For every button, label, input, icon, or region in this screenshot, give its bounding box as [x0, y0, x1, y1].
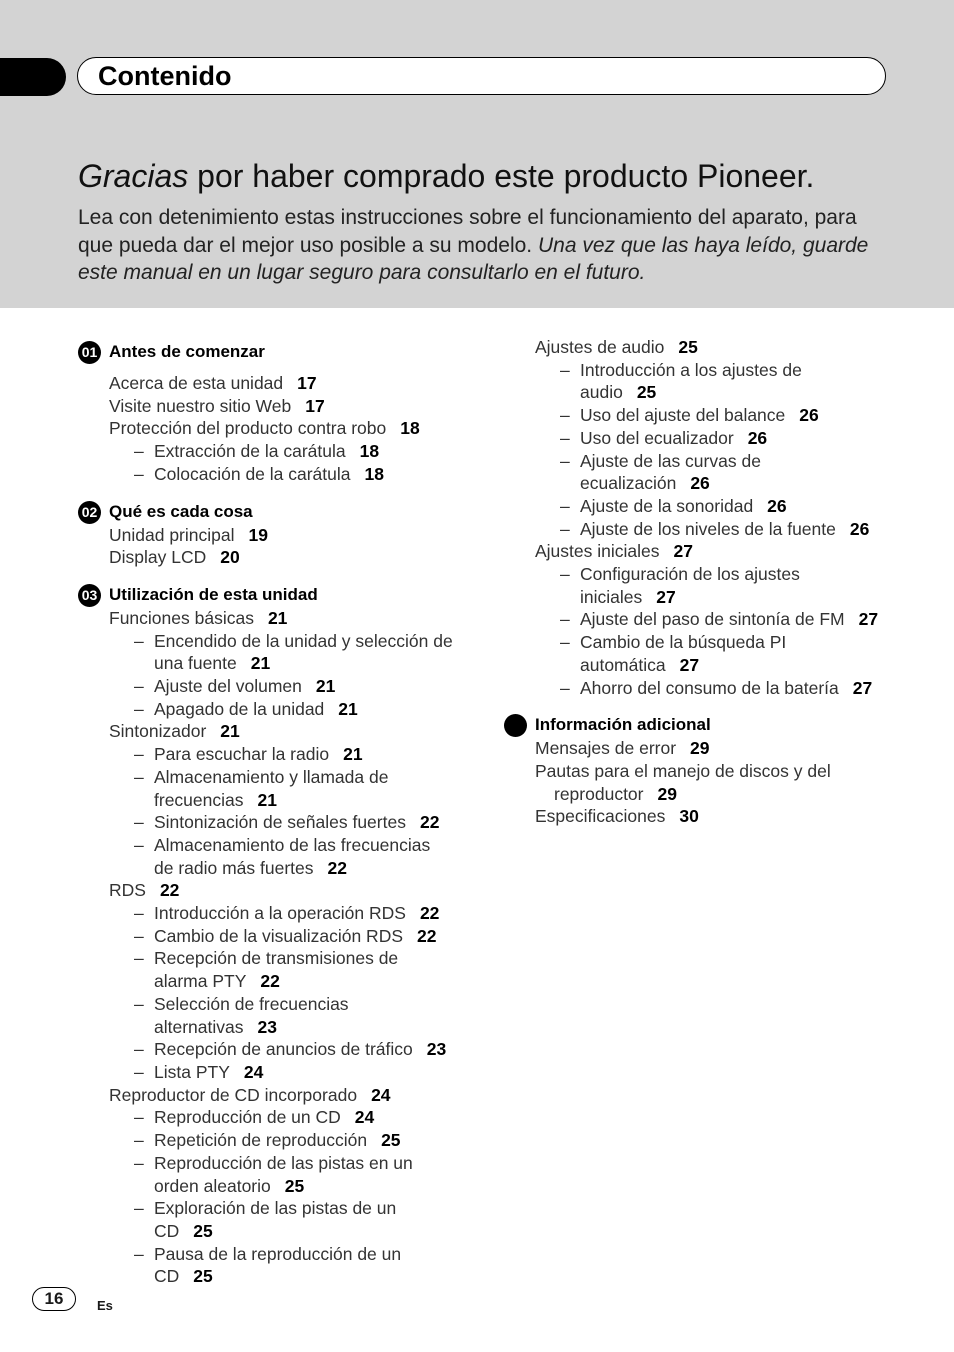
toc-entry[interactable]: Mensajes de error 29	[535, 738, 710, 759]
toc-subentry[interactable]: – Para escuchar la radio 21	[134, 744, 363, 765]
toc-entry[interactable]: Sintonizador 21	[109, 721, 240, 742]
toc-subentry[interactable]: – Sintonización de señales fuertes 22	[134, 812, 440, 833]
toc-subentry[interactable]: – Lista PTY 24	[134, 1061, 264, 1082]
toc-subentry-cont[interactable]: una fuente 21	[154, 653, 271, 674]
toc-subentry[interactable]: – Extracción de la carátula 18	[134, 441, 380, 462]
toc-subentry[interactable]: – Introducción a los ajustes de	[560, 359, 802, 380]
toc-subentry-cont[interactable]: frecuencias 21	[154, 789, 277, 810]
toc-subentry-cont[interactable]: iniciales 27	[580, 586, 676, 607]
section-badge-01: 01	[78, 341, 101, 364]
section-title-01: Antes de comenzar	[109, 342, 265, 361]
intro-paragraph	[78, 204, 878, 287]
toc-subentry[interactable]: – Recepción de anuncios de tráfico 23	[134, 1039, 447, 1060]
toc-subentry[interactable]: – Ajuste de las curvas de	[560, 450, 761, 471]
toc-section-03[interactable]	[78, 583, 478, 607]
toc-entry-cont[interactable]: reproductor 29	[554, 783, 677, 804]
toc-subentry-cont[interactable]: audio 25	[580, 382, 657, 403]
headline-rest: por haber comprado este producto Pioneer.	[188, 158, 815, 194]
toc-subentry[interactable]: – Ajuste de la sonoridad 26	[560, 495, 787, 516]
toc-subentry-cont[interactable]: CD 25	[154, 1266, 213, 1287]
toc-subentry[interactable]: – Selección de frecuencias	[134, 993, 349, 1014]
toc-subentry[interactable]: – Almacenamiento y llamada de	[134, 766, 389, 787]
toc-subentry[interactable]: – Ajuste del paso de sintonía de FM 27	[560, 609, 879, 630]
toc-subentry[interactable]: – Ajuste del volumen 21	[134, 676, 336, 697]
toc-subentry[interactable]: – Uso del ajuste del balance 26	[560, 405, 819, 426]
toc-subentry-cont[interactable]: CD 25	[154, 1220, 213, 1241]
toc-subentry[interactable]: – Almacenamiento de las frecuencias	[134, 834, 431, 855]
toc-section-02[interactable]	[78, 500, 478, 524]
toc-subentry[interactable]: – Cambio de la visualización RDS 22	[134, 925, 437, 946]
section-badge-info	[504, 714, 527, 737]
toc-right-column	[504, 336, 904, 828]
toc-subentry-cont[interactable]: automática 27	[580, 654, 700, 675]
section-title-pill	[77, 57, 886, 95]
toc-entry[interactable]: Acerca de esta unidad 17	[109, 373, 317, 393]
toc-subentry[interactable]: – Encendido de la unidad y selección de	[134, 630, 453, 651]
toc-subentry[interactable]: – Exploración de las pistas de un	[134, 1198, 397, 1219]
toc-entry[interactable]: Funciones básicas 21	[109, 607, 288, 628]
toc-entry[interactable]: Pautas para el manejo de discos y del	[535, 760, 831, 781]
toc-entry[interactable]: Ajustes de audio 25	[535, 337, 698, 357]
toc-entry[interactable]: Display LCD 20	[109, 547, 240, 568]
toc-subentry[interactable]: – Reproducción de las pistas en un	[134, 1152, 413, 1173]
section-tab-marker	[0, 58, 66, 96]
language-code: Es	[97, 1298, 113, 1313]
page-headline	[78, 158, 814, 195]
toc-subentry-cont[interactable]: alarma PTY 22	[154, 971, 280, 992]
intro-italic: Una vez que las haya leído, guarde este manual en un lugar seguro para consultarlo en el futuro.	[78, 233, 869, 284]
toc-subentry[interactable]: – Ahorro del consumo de la batería 27	[560, 677, 873, 698]
toc-entry[interactable]: RDS 22	[109, 880, 180, 901]
toc-entry[interactable]: Protección del producto contra robo 18	[109, 418, 420, 439]
section-badge-03: 03	[78, 584, 101, 607]
toc-entry[interactable]: Visite nuestro sitio Web 17	[109, 395, 325, 416]
toc-subentry[interactable]: – Configuración de los ajustes	[560, 564, 800, 585]
page-number: 16	[32, 1287, 76, 1311]
toc-section-info[interactable]	[504, 713, 904, 737]
toc-subentry-cont[interactable]: ecualización 26	[580, 473, 710, 494]
toc-subentry[interactable]: – Pausa de la reproducción de un	[134, 1243, 402, 1264]
toc-entry[interactable]: Ajustes iniciales 27	[535, 541, 693, 562]
toc-subentry[interactable]: – Uso del ecualizador 26	[560, 427, 768, 448]
toc-entry[interactable]: Especificaciones 30	[535, 806, 699, 827]
toc-subentry[interactable]: – Cambio de la búsqueda PI	[560, 632, 787, 653]
intro-plain: Lea con detenimiento estas instrucciones sobre el funcionamiento del aparato, para que pueda dar el mejor uso posible a su modelo.	[78, 206, 857, 257]
section-title-02: Qué es cada cosa	[109, 501, 253, 521]
headline-italic: Gracias	[78, 158, 189, 194]
toc-subentry[interactable]: – Apagado de la unidad 21	[134, 698, 358, 719]
toc-section-01[interactable]	[78, 340, 478, 364]
toc-left-column	[78, 340, 478, 1288]
toc-subentry-cont[interactable]: orden aleatorio 25	[154, 1175, 305, 1196]
toc-subentry[interactable]: – Colocación de la carátula 18	[134, 463, 384, 484]
toc-entry[interactable]: Reproductor de CD incorporado 24	[109, 1084, 391, 1105]
section-title-03: Utilización de esta unidad	[109, 584, 318, 604]
section-title-info: Información adicional	[535, 715, 711, 735]
toc-subentry[interactable]: – Reproducción de un CD 24	[134, 1107, 375, 1128]
toc-subentry[interactable]: – Recepción de transmisiones de	[134, 948, 399, 969]
toc-subentry-cont[interactable]: de radio más fuertes 22	[154, 857, 347, 878]
toc-subentry[interactable]: – Introducción a la operación RDS 22	[134, 903, 440, 924]
toc-subentry[interactable]: – Ajuste de los niveles de la fuente 26	[560, 518, 870, 539]
toc-entry[interactable]: Unidad principal 19	[109, 524, 268, 545]
toc-subentry[interactable]: – Repetición de reproducción 25	[134, 1130, 401, 1151]
section-badge-02: 02	[78, 501, 101, 524]
section-title: Contenido	[98, 61, 232, 91]
toc-subentry-cont[interactable]: alternativas 23	[154, 1016, 277, 1037]
